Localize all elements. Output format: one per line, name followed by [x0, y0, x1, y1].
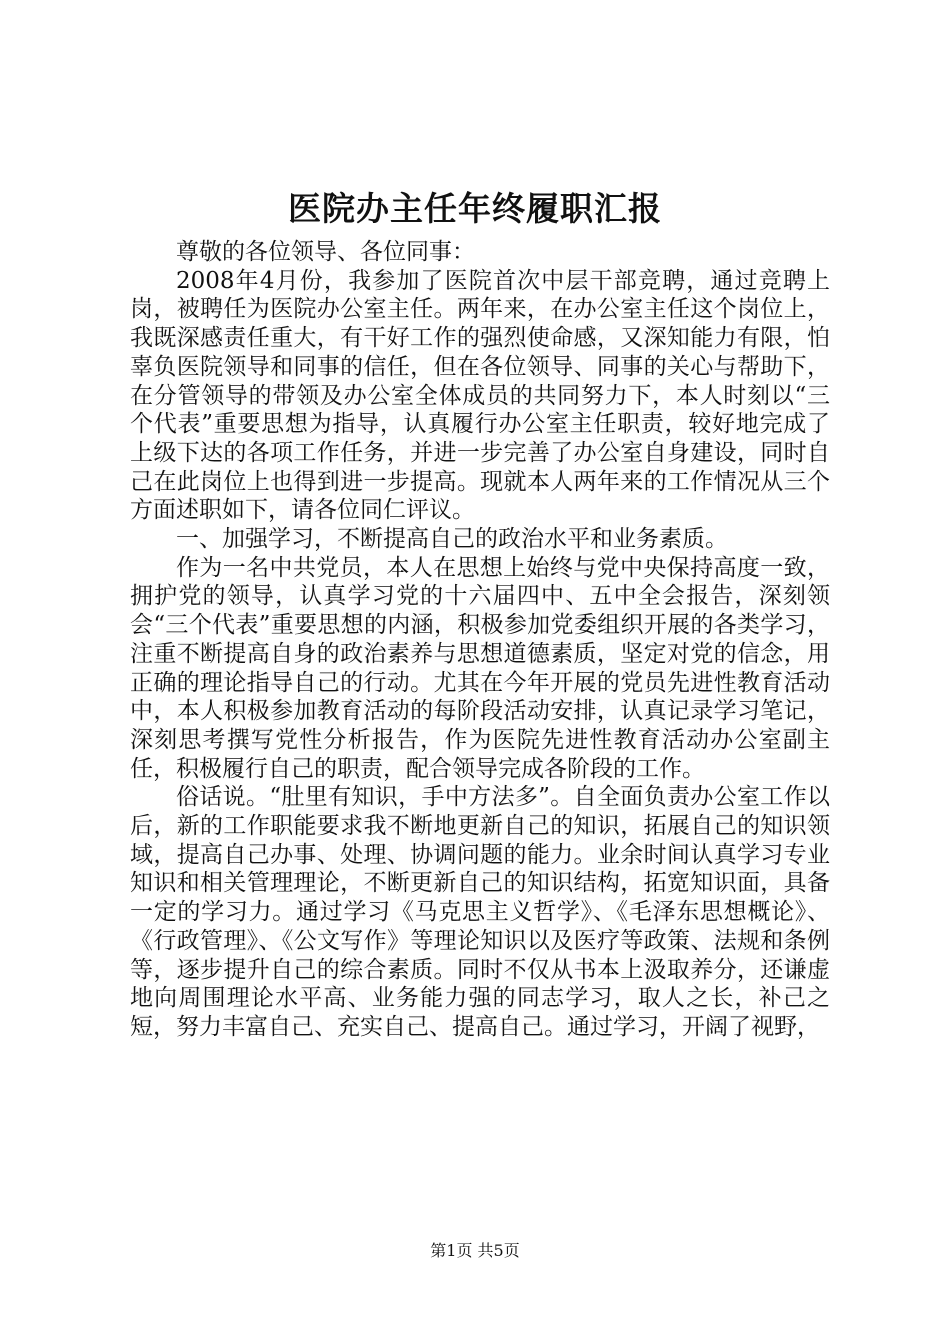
document-body	[130, 238, 830, 1042]
body-paragraph: 俗话说。“肚里有知识，手中方法多”。自全面负责办公室工作以后，新的工作职能要求我不断地更新自己的知识，拓展自己的知识领域，提高自己办事、处理、协调问题的能力。业余时间认真学习专业知识和相关管理理论，不断更新自己的知识结构，拓宽知识面，具备一定的学习力。通过学习《马克思主义哲学》、《毛泽东思想概论》、《行政管理》、《公文写作》等理论知识以及医疗等政策、法规和条例等，逐步提升自己的综合素质。同时不仅从书本上汲取养分，还谦虚地向周围理论水平高、业务能力强的同志学习，取人之长，补己之短，努力丰富自己、充实自己、提高自己。通过学习，开阔了视野，	[130, 784, 830, 1040]
document-title: 医院办主任年终履职汇报	[288, 189, 662, 228]
section-heading-1: 一、加强学习，不断提高自己的政治水平和业务素质。	[176, 526, 728, 553]
page-footer: 第1页 共5页	[430, 1241, 520, 1260]
intro-paragraph: 2008年4月份，我参加了医院首次中层干部竞聘，通过竞聘上岗，被聘任为医院办公室主任。两年来，在办公室主任这个岗位上，我既深感责任重大，有干好工作的强烈使命感，又深知能力有限，怕辜负医院领导和同事的信任，但在各位领导、同事的关心与帮助下，在分管领导的带领及办公室全体成员的共同努力下，本人时刻以“三个代表”重要思想为指导，认真履行办公室主任职责，较好地完成了上级下达的各项工作任务，并进一步完善了办公室自身建设，同时自己在此岗位上也得到进一步提高。现就本人两年来的工作情况从三个方面述职如下，请各位同仁评议。	[130, 267, 830, 524]
body-paragraph: 作为一名中共党员，本人在思想上始终与党中央保持高度一致，拥护党的领导，认真学习党的十六届四中、五中全会报告，深刻领会“三个代表”重要思想的内涵，积极参加党委组织开展的各类学习，注重不断提高自身的政治素养与思想道德素质，坚定对党的信念，用正确的理论指导自己的行动。尤其在今年开展的党员先进性教育活动中，本人积极参加教育活动的每阶段活动安排，认真记录学习笔记，深刻思考撰写党性分析报告，作为医院先进性教育活动办公室副主任，积极履行自己的职责，配合领导完成各阶段的工作。	[130, 554, 830, 782]
salutation-paragraph: 尊敬的各位领导、各位同事：	[176, 239, 475, 265]
